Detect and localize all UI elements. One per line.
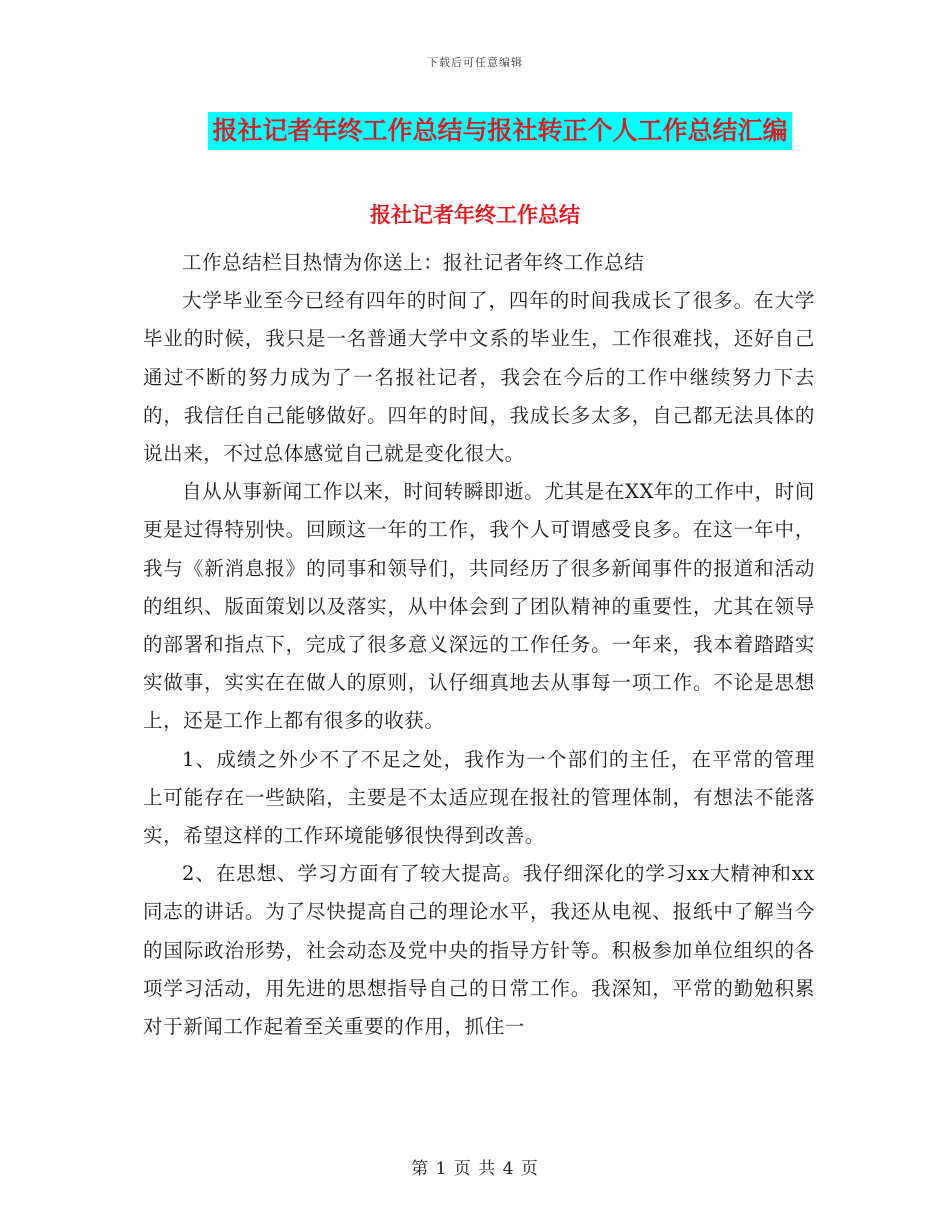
paragraph: 自从从事新闻工作以来，时间转瞬即逝。尤其是在XX年的工作中，时间更是过得特别快。回顾这一年的工作，我个人可谓感受良多。在这一年中，我与《新消息报》的同事和领导们，共同经历了很多新闻事件的报道和活动的组织、版面策划以及落实，从中体会到了团队精神的重要性，尤其在领导的部署和指点下，完成了很多意义深远的工作任务。一年来，我本着踏踏实实做事，实实在在做人的原则，认仔细真地去从事每一项工作。不论是思想上，还是工作上都有很多的收获。 <box>143 480 815 733</box>
paragraph: 2、在思想、学习方面有了较大提高。我仔细深化的学习xx大精神和xx同志的讲话。为了尽快提高自己的理论水平，我还从电视、报纸中了解当今的国际政治形势，社会动态及党中央的指导方针等。积极参加单位组织的各项学习活动，用先进的思想指导自己的日常工作。我深知，平常的勤勉积累对于新闻工作起着至关重要的作用，抓住一 <box>143 862 815 1039</box>
paragraph: 1、成绩之外少不了不足之处，我作为一个部们的主任，在平常的管理上可能存在一些缺陷，主要是不太适应现在报社的管理体制，有想法不能落实，希望这样的工作环境能够很快得到改善。 <box>143 747 815 848</box>
section-title: 报社记者年终工作总结 <box>370 202 580 227</box>
main-title: 报社记者年终工作总结与报社转正个人工作总结汇编 <box>208 112 791 150</box>
page-number-footer: 第 1 页 共 4 页 <box>411 1159 539 1179</box>
document-body <box>143 244 815 1046</box>
header-note: 下载后可任意编辑 <box>427 56 523 69</box>
main-title-container <box>0 112 950 150</box>
paragraph: 工作总结栏目热情为你送上：报社记者年终工作总结 <box>182 251 645 274</box>
paragraph: 大学毕业至今已经有四年的时间了，四年的时间我成长了很多。在大学毕业的时候，我只是一名普通大学中文系的毕业生，工作很难找，还好自己通过不断的努力成为了一名报社记者，我会在今后的工作中继续努力下去的，我信任自己能够做好。四年的时间，我成长多太多，自己都无法具体的说出来，不过总体感觉自己就是变化很大。 <box>143 289 815 466</box>
